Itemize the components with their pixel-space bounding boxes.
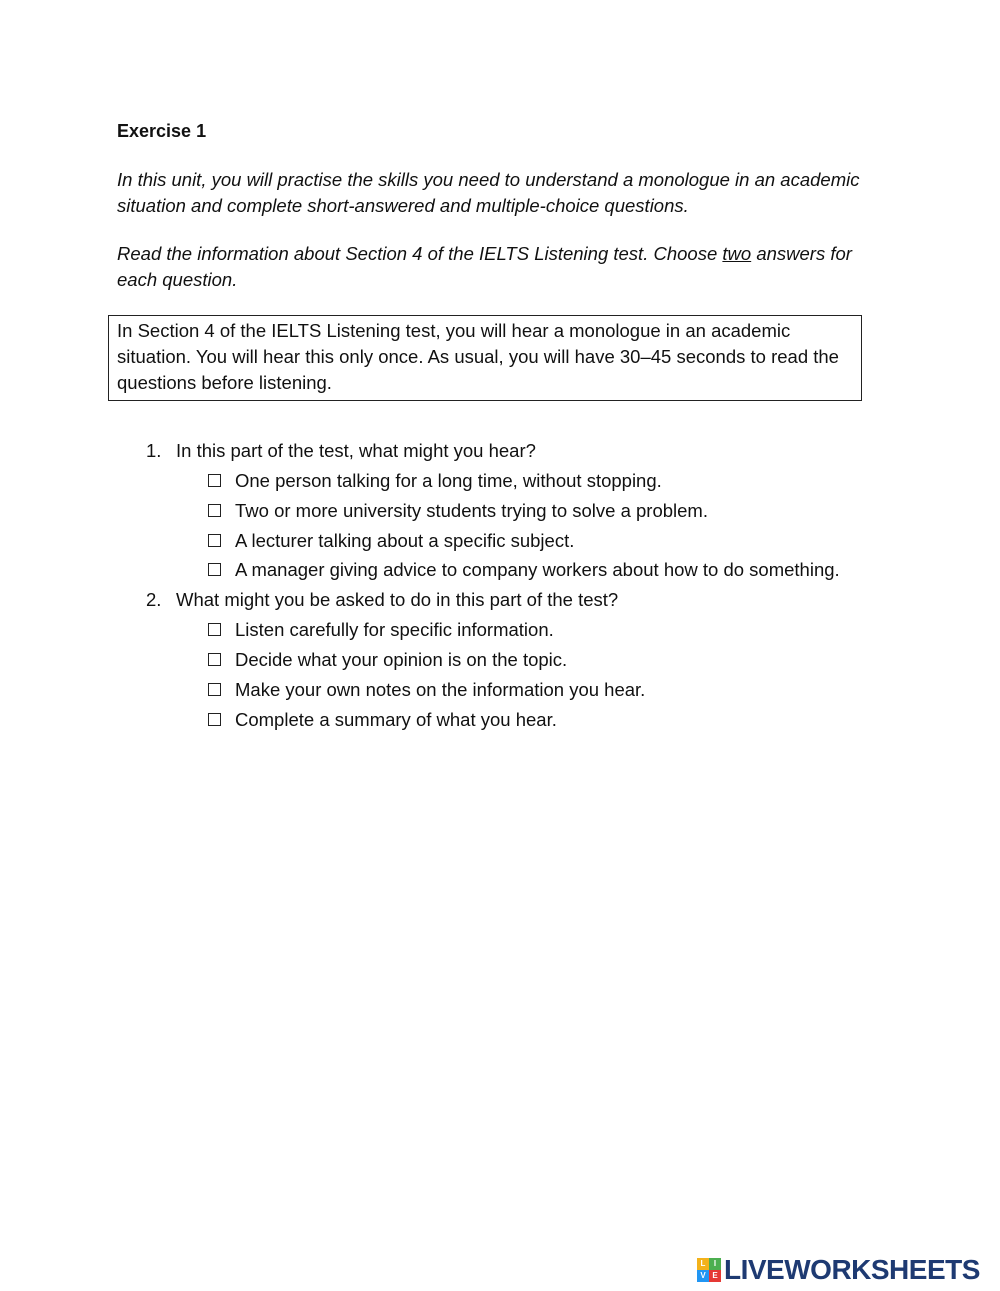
- answer-option[interactable]: [146, 555, 966, 585]
- answer-option[interactable]: [146, 526, 966, 556]
- question-text: What might you be asked to do in this part of the test?: [176, 589, 619, 611]
- checkbox[interactable]: [208, 504, 221, 517]
- question-number: 2.: [146, 589, 162, 611]
- option-text: Complete a summary of what you hear.: [235, 708, 557, 730]
- answer-option[interactable]: [146, 645, 966, 675]
- checkbox[interactable]: [208, 713, 221, 726]
- question-text: In this part of the test, what might you hear?: [176, 440, 536, 461]
- option-text: Make your own notes on the information you hear.: [235, 678, 646, 700]
- checkbox[interactable]: [208, 534, 221, 547]
- logo-mark-letter: E: [709, 1270, 721, 1282]
- instruction-underlined-word: two: [722, 243, 752, 264]
- question-number: 1.: [146, 440, 162, 461]
- logo-text: LIVEWORKSHEETS: [724, 1254, 980, 1285]
- answer-option[interactable]: [146, 615, 966, 645]
- checkbox[interactable]: [208, 653, 221, 666]
- instruction-text-start: Read the information about Section 4 of the IELTS Listening test. Choose: [117, 243, 723, 264]
- answer-option[interactable]: [146, 675, 966, 705]
- instruction-paragraph: [117, 241, 892, 293]
- question-1: [146, 436, 966, 466]
- info-box: In Section 4 of the IELTS Listening test, you will hear a monologue in an academic situation. You will hear this only once. As usual, you will have 30–45 seconds to read the questions before listening.: [108, 315, 862, 401]
- checkbox[interactable]: [208, 474, 221, 487]
- option-text: Two or more university students trying to solve a problem.: [235, 499, 708, 521]
- option-text: One person talking for a long time, without stopping.: [235, 470, 662, 491]
- answer-option[interactable]: [146, 705, 966, 735]
- liveworksheets-logo[interactable]: [697, 1255, 980, 1285]
- logo-mark-icon: [697, 1258, 721, 1282]
- answer-option[interactable]: [146, 496, 966, 526]
- exercise-title: Exercise 1: [117, 121, 207, 141]
- checkbox[interactable]: [208, 623, 221, 636]
- logo-mark-letter: L: [697, 1258, 709, 1270]
- option-text: Decide what your opinion is on the topic.: [235, 648, 568, 670]
- intro-paragraph: In this unit, you will practise the skills you need to understand a monologue in an academic situation and complete short-answered and multiple-choice questions.: [117, 169, 860, 216]
- option-text: Listen carefully for specific information.: [235, 619, 554, 641]
- option-text: A lecturer talking about a specific subject.: [235, 529, 575, 551]
- answer-option[interactable]: [146, 466, 966, 496]
- checkbox[interactable]: [208, 683, 221, 696]
- logo-mark-letter: I: [709, 1258, 721, 1270]
- question-list: [146, 436, 966, 734]
- question-2: [146, 585, 966, 615]
- instruction-text-end: answers for each question.: [117, 243, 852, 290]
- checkbox[interactable]: [208, 563, 221, 576]
- logo-mark-letter: V: [697, 1270, 709, 1282]
- option-text: A manager giving advice to company workers about how to do something.: [235, 559, 840, 581]
